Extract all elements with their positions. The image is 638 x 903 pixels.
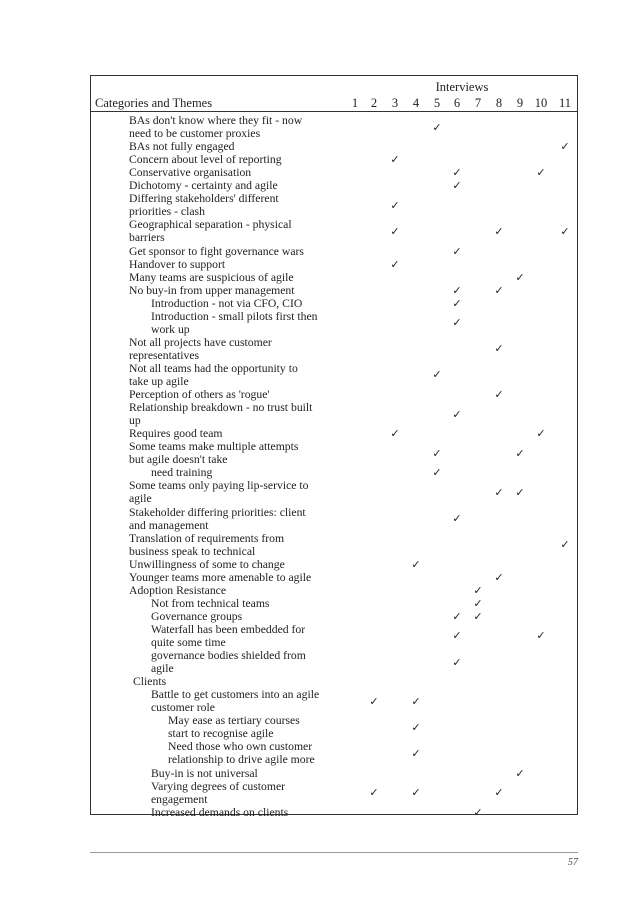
theme-label: Some teams make multiple attempts [129,440,299,454]
check-mark-icon: ✓ [369,694,379,708]
theme-label-continued: but agile doesn't take [129,453,228,467]
check-mark-icon: ✓ [452,283,462,297]
check-mark-icon: ✓ [452,655,462,669]
check-mark-icon: ✓ [473,596,483,610]
footer-rule [90,852,578,853]
check-mark-icon: ✓ [369,786,379,800]
theme-label: Adoption Resistance [129,583,227,597]
theme-label: Clients [133,675,167,689]
check-mark-icon: ✓ [452,629,462,643]
theme-label-continued: agile [151,662,174,676]
interview-number-5: 5 [433,96,441,110]
interviews-heading: Interviews [435,80,489,94]
interview-number-11: 11 [558,96,572,110]
theme-row [129,166,349,179]
theme-label: Perception of others as 'rogue' [129,388,270,402]
check-mark-icon: ✓ [452,609,462,623]
check-mark-icon: ✓ [432,446,442,460]
interview-number-6: 6 [453,96,461,110]
theme-label: Buy-in is not universal [151,766,258,780]
theme-label: Conservative organisation [129,166,252,180]
check-mark-icon: ✓ [473,583,483,597]
theme-row [129,153,349,166]
check-mark-icon: ✓ [452,512,462,526]
theme-row [129,388,349,401]
theme-label: Need those who own customer [168,740,313,754]
theme-label: Unwillingness of some to change [129,557,285,571]
theme-row [129,558,349,571]
check-mark-icon: ✓ [432,466,442,480]
theme-label: governance bodies shielded from [151,649,306,663]
check-mark-icon: ✓ [390,427,400,441]
check-mark-icon: ✓ [411,694,421,708]
theme-label: Handover to support [129,257,226,271]
theme-row [129,284,349,297]
theme-label: BAs not fully engaged [129,140,235,154]
theme-label: Introduction - not via CFO, CIO [151,296,303,310]
theme-label: Geographical separation - physical [129,218,292,232]
check-mark-icon: ✓ [390,153,400,167]
theme-row [129,584,349,597]
check-mark-icon: ✓ [515,485,525,499]
theme-row [129,258,349,271]
check-mark-icon: ✓ [452,244,462,258]
theme-row [151,466,371,479]
theme-label: Governance groups [151,609,243,623]
theme-label-continued: representatives [129,348,200,362]
theme-row [129,401,349,427]
check-mark-icon: ✓ [494,570,504,584]
theme-row [168,740,388,766]
theme-label: Stakeholder differing priorities: client [129,505,306,519]
theme-label: Younger teams more amenable to agile [129,570,312,584]
table-top-rule [90,75,578,76]
theme-row [151,597,371,610]
check-mark-icon: ✓ [390,224,400,238]
theme-label-continued: start to recognise agile [168,727,274,741]
check-mark-icon: ✓ [390,257,400,271]
theme-row [129,114,349,140]
check-mark-icon: ✓ [494,342,504,356]
check-mark-icon: ✓ [560,224,570,238]
theme-label: Relationship breakdown - no trust built [129,401,313,415]
theme-label-continued: priorities - clash [129,205,205,219]
theme-label-continued: agile [129,492,152,506]
theme-label: need training [151,466,213,480]
theme-row [129,336,349,362]
theme-label-continued: barriers [129,231,165,245]
interview-number-1: 1 [351,96,359,110]
theme-row [129,179,349,192]
theme-row [129,271,349,284]
theme-row [151,688,371,714]
check-mark-icon: ✓ [390,198,400,212]
theme-row [151,297,371,310]
theme-label: Get sponsor to fight governance wars [129,244,304,258]
check-mark-icon: ✓ [494,786,504,800]
theme-label: Concern about level of reporting [129,153,282,167]
check-mark-icon: ✓ [452,407,462,421]
check-mark-icon: ✓ [494,283,504,297]
theme-label: Translation of requirements from [129,531,285,545]
theme-label: May ease as tertiary courses [168,714,300,728]
theme-label-continued: need to be customer proxies [129,127,261,140]
theme-label: Dichotomy - certainty and agile [129,179,278,193]
interview-number-8: 8 [495,96,503,110]
interview-number-9: 9 [516,96,524,110]
check-mark-icon: ✓ [536,166,546,180]
check-mark-icon: ✓ [536,427,546,441]
check-mark-icon: ✓ [560,140,570,154]
theme-row [151,806,371,819]
theme-label: Some teams only paying lip-service to [129,479,309,493]
check-mark-icon: ✓ [432,368,442,382]
theme-label-continued: business speak to technical [129,544,256,558]
check-mark-icon: ✓ [432,120,442,134]
check-mark-icon: ✓ [473,805,483,819]
check-mark-icon: ✓ [411,557,421,571]
theme-row [129,532,349,558]
page-number: 57 [568,857,578,868]
check-mark-icon: ✓ [515,766,525,780]
check-mark-icon: ✓ [560,538,570,552]
theme-row [151,623,371,649]
theme-label-continued: engagement [151,792,208,806]
check-mark-icon: ✓ [452,296,462,310]
theme-label: Waterfall has been embedded for [151,622,306,636]
theme-row [129,362,349,388]
theme-row [129,427,349,440]
check-mark-icon: ✓ [536,629,546,643]
theme-label-continued: relationship to drive agile more [168,753,315,767]
header-rule [90,111,578,112]
check-mark-icon: ✓ [515,270,525,284]
theme-label: Varying degrees of customer [151,779,286,793]
theme-row [129,440,349,466]
interview-number-3: 3 [391,96,399,110]
check-mark-icon: ✓ [494,485,504,499]
theme-row [133,675,353,688]
theme-label: Requires good team [129,427,223,441]
theme-row [168,714,388,740]
theme-row [151,767,371,780]
check-mark-icon: ✓ [411,786,421,800]
theme-label-continued: customer role [151,701,215,715]
theme-row [129,245,349,258]
theme-row [151,780,371,806]
theme-label: Many teams are suspicious of agile [129,270,294,284]
check-mark-icon: ✓ [452,166,462,180]
interview-number-7: 7 [474,96,482,110]
theme-row [129,506,349,532]
check-mark-icon: ✓ [452,316,462,330]
check-mark-icon: ✓ [452,179,462,193]
theme-label-continued: and management [129,518,209,532]
theme-label: Not all projects have customer [129,335,272,349]
theme-label: Introduction - small pilots first then [151,309,318,323]
theme-row [151,310,371,336]
check-mark-icon: ✓ [411,720,421,734]
check-mark-icon: ✓ [494,388,504,402]
theme-label: BAs don't know where they fit - now [129,114,303,127]
interview-number-4: 4 [412,96,420,110]
theme-label-continued: work up [151,322,190,336]
theme-label: Differing stakeholders' different [129,192,279,206]
theme-label: Increased demands on clients [151,805,289,819]
theme-row [129,571,349,584]
theme-label: Not all teams had the opportunity to [129,361,298,375]
theme-row [129,140,349,153]
theme-row [129,192,349,218]
theme-label-continued: quite some time [151,635,226,649]
theme-row [151,610,371,623]
theme-label: Battle to get customers into an agile [151,688,320,702]
interview-number-10: 10 [534,96,548,110]
theme-row [151,649,371,675]
theme-label: No buy-in from upper management [129,283,295,297]
theme-row [129,218,349,244]
theme-label-continued: take up agile [129,374,189,388]
categories-heading: Categories and Themes [95,96,213,110]
check-mark-icon: ✓ [473,609,483,623]
check-mark-icon: ✓ [494,224,504,238]
theme-row [129,479,349,505]
interview-number-2: 2 [370,96,378,110]
theme-label: Not from technical teams [151,596,270,610]
check-mark-icon: ✓ [411,746,421,760]
check-mark-icon: ✓ [515,446,525,460]
theme-label-continued: up [129,414,141,428]
